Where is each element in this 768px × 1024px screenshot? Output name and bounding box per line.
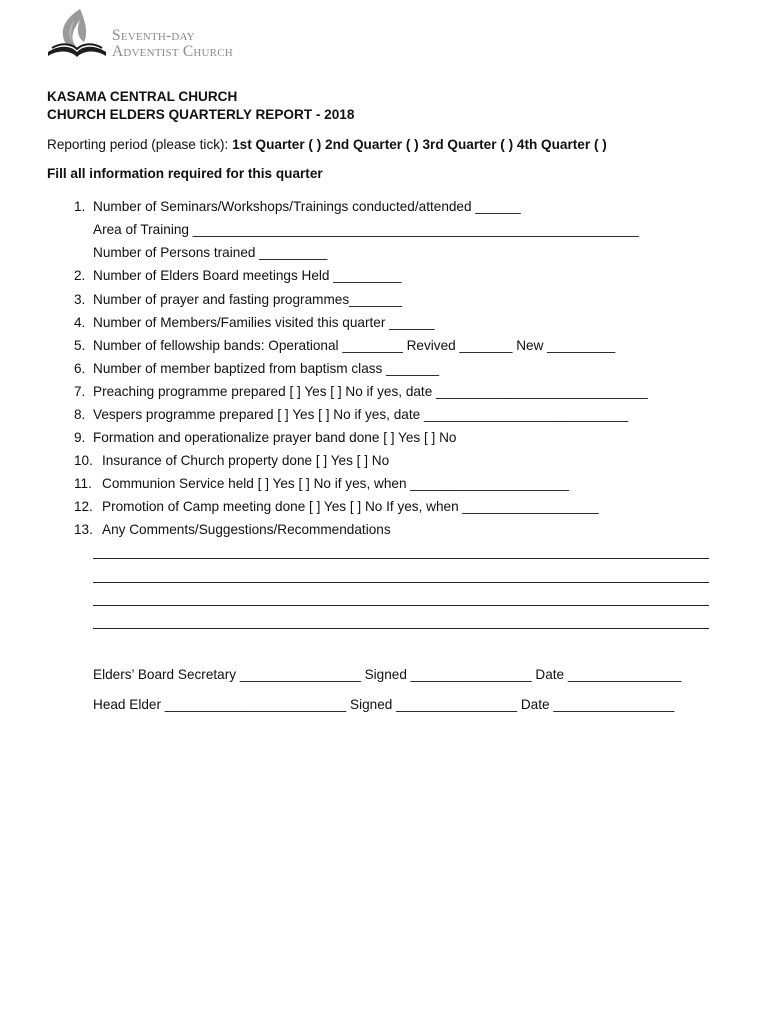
item-text: Area of Training ___________________________________________________________: [93, 222, 639, 237]
item-text: Preaching programme prepared [ ] Yes [ ] No if yes, date ____________________________: [93, 384, 648, 399]
item-number: 10.: [74, 453, 93, 468]
item-text: Number of Elders Board meetings Held _________: [93, 268, 402, 283]
church-name: KASAMA CENTRAL CHURCH: [47, 89, 238, 104]
item-number: 11.: [74, 476, 92, 491]
item-number: 5.: [74, 338, 86, 353]
item-number: 6.: [74, 361, 86, 376]
logo-line-1: Seventh-day: [112, 27, 195, 44]
item-text: Number of Members/Families visited this quarter ______: [93, 315, 435, 330]
item-number: 8.: [74, 407, 86, 422]
logo-line-2: Adventist Church: [112, 43, 233, 60]
item-text: Number of prayer and fasting programmes_______: [93, 292, 403, 307]
reporting-period: [47, 137, 607, 153]
church-logo: [46, 6, 258, 62]
comment-line[interactable]: [93, 582, 709, 583]
comment-line[interactable]: [93, 628, 709, 629]
item-text: Number of fellowship bands: Operational ________ Revived _______ New _________: [93, 338, 616, 353]
item-number: 1.: [74, 199, 86, 214]
signature-line-head-elder: Head Elder ________________________ Signed ________________ Date ________________: [93, 697, 675, 712]
report-title: CHURCH ELDERS QUARTERLY REPORT - 2018: [47, 107, 355, 122]
logo-wordmark: [112, 28, 233, 60]
item-text: Number of Persons trained _________: [93, 245, 328, 260]
item-text: Number of member baptized from baptism class _______: [93, 361, 440, 376]
instruction: Fill all information required for this quarter: [47, 166, 323, 181]
item-number: 2.: [74, 268, 86, 283]
item-number: 13.: [74, 522, 93, 537]
item-text: Any Comments/Suggestions/Recommendations: [102, 522, 391, 537]
sda-flame-bible-icon: [46, 6, 108, 62]
item-text: Formation and operationalize prayer band done [ ] Yes [ ] No: [93, 430, 457, 445]
item-text: Promotion of Camp meeting done [ ] Yes [ ] No If yes, when __________________: [102, 499, 599, 514]
comment-line[interactable]: [93, 558, 709, 559]
comment-line[interactable]: [93, 605, 709, 606]
quarter-options: 1st Quarter ( ) 2nd Quarter ( ) 3rd Quarter ( ) 4th Quarter ( ): [232, 137, 607, 152]
item-number: 12.: [74, 499, 93, 514]
item-number: 7.: [74, 384, 86, 399]
item-text: Communion Service held [ ] Yes [ ] No if yes, when _____________________: [102, 476, 570, 491]
item-number: 9.: [74, 430, 86, 445]
item-number: 3.: [74, 292, 86, 307]
item-text: Vespers programme prepared [ ] Yes [ ] No if yes, date ___________________________: [93, 407, 629, 422]
item-text: Insurance of Church property done [ ] Yes [ ] No: [102, 453, 390, 468]
item-number: 4.: [74, 315, 86, 330]
item-text: Number of Seminars/Workshops/Trainings conducted/attended ______: [93, 199, 521, 214]
signature-line-secretary: Elders’ Board Secretary ________________ Signed ________________ Date _______________: [93, 667, 682, 682]
reporting-period-label: Reporting period (please tick):: [47, 137, 233, 152]
